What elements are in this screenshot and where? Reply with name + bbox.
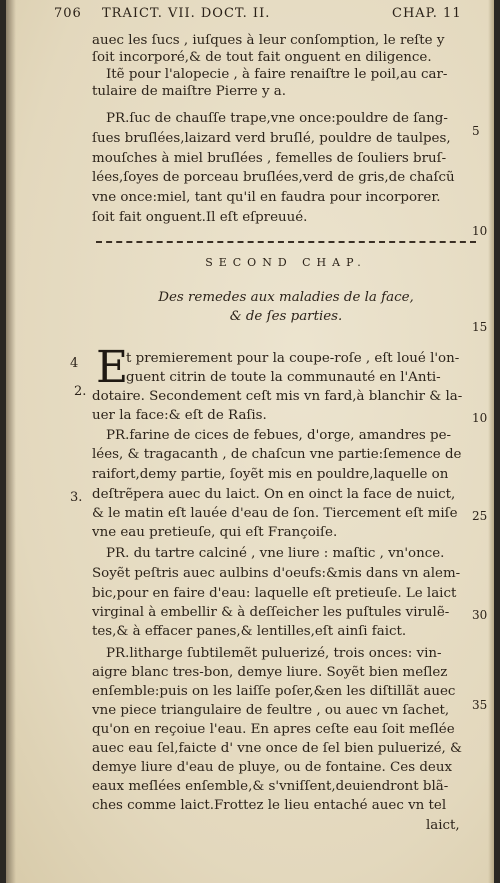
text-line: & le matin eſt lauée d'eau de ſon. Tiercement eſt miſe — [92, 506, 458, 521]
chapter-title: Des remedes aux maladies de la face, — [158, 290, 414, 305]
text-line: virginal à embellir & à deſſeicher les puſtules virulẽ- — [92, 605, 450, 620]
chapter-title: & de ſes parties. — [229, 309, 343, 324]
text-line: raifort,demy partie, ſoyẽt mis en pouldre,laquelle on — [92, 467, 449, 482]
text-line: uer la face:& eſt de Raſis. — [92, 408, 267, 423]
text-line: ches comme laict.Frottez le lieu entaché auec vn tel — [92, 798, 447, 813]
text-line: enſemble:puis on les laiſſe poſer,&en les diſtillãt auec — [92, 684, 456, 699]
text-line: ſoit incorporé,& de tout fait onguent en diligence. — [92, 50, 432, 65]
running-title: TRAICT. VII. DOCT. II. — [102, 6, 271, 21]
line-number: 35 — [472, 698, 488, 712]
line-number: 25 — [472, 509, 488, 523]
text-line: vne eau pretieuſe, qui eſt Françoiſe. — [92, 525, 338, 540]
text-line: t premierement pour la coupe-roſe , eſt loué l'on- — [126, 351, 460, 366]
line-number: 10 — [472, 224, 488, 238]
text-line: laict, — [426, 818, 460, 833]
text-line: demye liure d'eau de pluye, ou de fontaine. Ces deux — [92, 760, 453, 775]
drop-cap: E — [96, 342, 129, 393]
text-line: PR.litharge ſubtilemẽt puluerizé, trois onces: vin- — [106, 646, 442, 661]
text-line: guent citrin de toute la communauté en l'Anti- — [126, 370, 441, 385]
margin-mark: 3. — [70, 490, 83, 505]
text-line: vne once:miel, tant qu'il en faudra pour incorporer. — [92, 190, 441, 205]
text-line: tes,& à effacer panes,& lentilles,eſt ainſi faict. — [92, 624, 407, 639]
text-line: bic,pour en faire d'eau: laquelle eſt pretieuſe. Le laict — [92, 586, 457, 601]
line-number: 5 — [472, 124, 480, 138]
text-line: qu'on en reçoiue l'eau. En apres ceſte eau ſoit meſlée — [92, 722, 455, 737]
text-line: PR. du tartre calciné , vne liure : maſtic , vn'once. — [106, 546, 445, 561]
text-line: lées, & tragacanth , de chaſcun vne partie:ſemence de — [92, 447, 462, 462]
text-line: auec eau ſel,faicte d' vne once de ſel bien puluerizé, & — [92, 741, 462, 756]
text-line: vne piece triangulaire de feultre , ou auec vn ſachet, — [92, 703, 450, 718]
text-line: auec les ſucs , iuſques à leur conſomption, le reſte y — [92, 33, 445, 48]
line-number: 15 — [472, 320, 488, 334]
chapter-label: CHAP. 11 — [392, 6, 462, 21]
text-line: lées,ſoyes de porceau bruſlées,verd de gris,de chaſcũ — [92, 170, 455, 185]
margin-mark: 2. — [74, 384, 87, 399]
text-line: ſues bruſlées,laizard verd bruſlé, pouldre de taulpes, — [92, 131, 451, 146]
margin-mark: 4 — [70, 356, 79, 371]
text-line: Itẽ pour l'alopecie , à faire renaiſtre le poil,au car- — [106, 67, 448, 82]
page-edge-shadow — [488, 0, 494, 883]
running-header — [54, 6, 494, 24]
text-line: dotaire. Secondement ceſt mis vn fard,à blanchir & la- — [92, 389, 463, 404]
text-line: PR.farine de cices de febues, d'orge, amandres pe- — [106, 428, 452, 443]
text-line: tulaire de maiſtre Pierre y a. — [92, 84, 287, 99]
text-line: deſtrẽpera auec du laict. On en oinct la face de nuict, — [92, 487, 456, 502]
text-line: PR.ſuc de chauſſe trape,vne once:pouldre de ſang- — [106, 111, 448, 126]
text-line: mouſches à miel bruſlées , femelles de ſouliers bruſ- — [92, 151, 447, 166]
section-heading: SECOND CHAP. — [205, 256, 367, 269]
page-number: 706 — [54, 6, 82, 21]
separator-rule — [96, 241, 476, 243]
line-number: 30 — [472, 608, 488, 622]
text-line: eaux meſlées enſemble,& s'vniſſent,deuiendront blã- — [92, 779, 449, 794]
text-line: aigre blanc tres-bon, demye liure. Soyẽt bien meſlez — [92, 665, 448, 680]
book-page — [6, 0, 494, 883]
page-gutter-shadow — [6, 0, 16, 883]
text-line: ſoit fait onguent.Il eſt eſpreuué. — [92, 210, 308, 225]
line-number: 10 — [472, 411, 488, 425]
text-line: Soyẽt peſtris auec aulbins d'oeufs:&mis dans vn alem- — [92, 566, 461, 581]
